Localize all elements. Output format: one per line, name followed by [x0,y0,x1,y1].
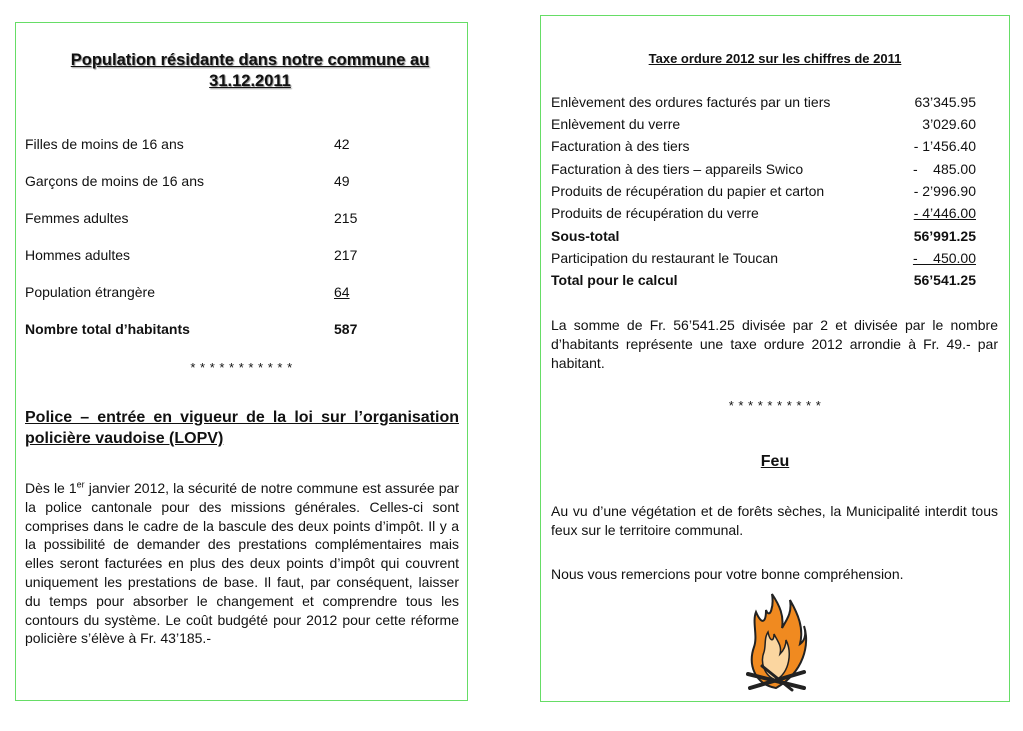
tax-row-value: - 4’446.00 [913,205,976,221]
tax-row-label: Produits de récupération du papier et carton [551,183,825,199]
tax-row [551,250,976,270]
population-title: Population résidante dans notre commune au 31.12.2011 [70,51,430,90]
tax-row-label: Produits de récupération du verre [551,205,759,221]
row-value: 64 [334,284,350,300]
thanks-text: Nous vous remercions pour votre bonne compréhension. [551,566,904,582]
feu-title: Feu [760,453,790,470]
tax-row [551,116,976,136]
row-label: Garçons de moins de 16 ans [25,173,204,189]
right-panel [540,15,1010,702]
row-label: Population étrangère [25,284,155,300]
row-label: Hommes adultes [25,247,131,263]
total-label: Total pour le calcul [551,272,678,288]
tax-row [551,138,976,158]
separator-stars: * * * * * * * * * * [728,398,822,413]
tax-row-value: 3’029.60 [922,116,976,132]
tax-row [551,183,976,203]
campfire-icon [744,592,808,692]
row-value: 42 [334,136,350,152]
tax-row-label: Enlèvement du verre [551,116,681,132]
total-label: Nombre total d’habitants [25,321,190,337]
tax-row-value: - 1’456.40 [913,138,976,154]
tax-row [551,94,976,114]
tax-subtotal-row [551,228,976,248]
tax-row-value: - 450.00 [912,250,976,266]
row-label: Filles de moins de 16 ans [25,136,184,152]
tax-row-value: - 485.00 [912,161,976,177]
feu-paragraph: Au vu d’une végétation et de forêts sèches, la Municipalité interdit tous feux sur le territoire communal. [551,503,998,538]
police-text-start: Dès le 1 [25,480,77,496]
tax-row-value: - 2’996.90 [913,183,976,199]
police-text-sup: er [76,479,85,490]
total-value: 56’541.25 [913,272,976,288]
tax-row-label: Facturation à des tiers – appareils Swico [551,161,804,177]
tax-row-label: Facturation à des tiers [551,138,690,154]
tax-row-label: Participation du restaurant le Toucan [551,250,778,266]
police-paragraph [25,479,459,648]
row-label: Femmes adultes [25,210,129,226]
tax-row-label: Enlèvement des ordures facturés par un tiers [551,94,831,110]
subtotal-label: Sous-total [551,228,620,244]
tax-row [551,205,976,225]
tax-title: Taxe ordure 2012 sur les chiffres de 2011 [648,51,902,66]
row-value: 217 [334,247,358,263]
left-panel [15,22,468,701]
tax-total-row [551,272,976,292]
separator-stars: * * * * * * * * * * * [190,360,293,375]
total-value: 587 [334,321,358,337]
tax-paragraph: La somme de Fr. 56’541.25 divisée par 2 et divisée par le nombre d’habitants représente une taxe ordure 2012 arrondie à Fr. 49.- par habitant. [551,317,998,371]
police-text-rest: janvier 2012, la sécurité de notre commune est assurée par la police cantonale pour des missions générales. Celles-ci sont comprises dans le cadre de la bascule des deux points d’impôt. Il y a la possibilité de demander des prestations complémentaires mais elles seront facturées en plus des deux points d’impôt qui couvrent uniquement les prestations de base. Il faut, par conséquent, laisser du temps pour absorber le changement et comprendre tous les contours du système. Le coût budgété pour 2012 pour cette réforme policière s’élève à Fr. 43’185.- [25,480,459,647]
tax-row [551,161,976,181]
subtotal-value: 56’991.25 [913,228,976,244]
row-value: 49 [334,173,350,189]
tax-row-value: 63’345.95 [914,94,976,110]
row-value: 215 [334,210,358,226]
police-title: Police – entrée en vigueur de la loi sur l’organisation policière vaudoise (LOPV) [25,409,459,447]
